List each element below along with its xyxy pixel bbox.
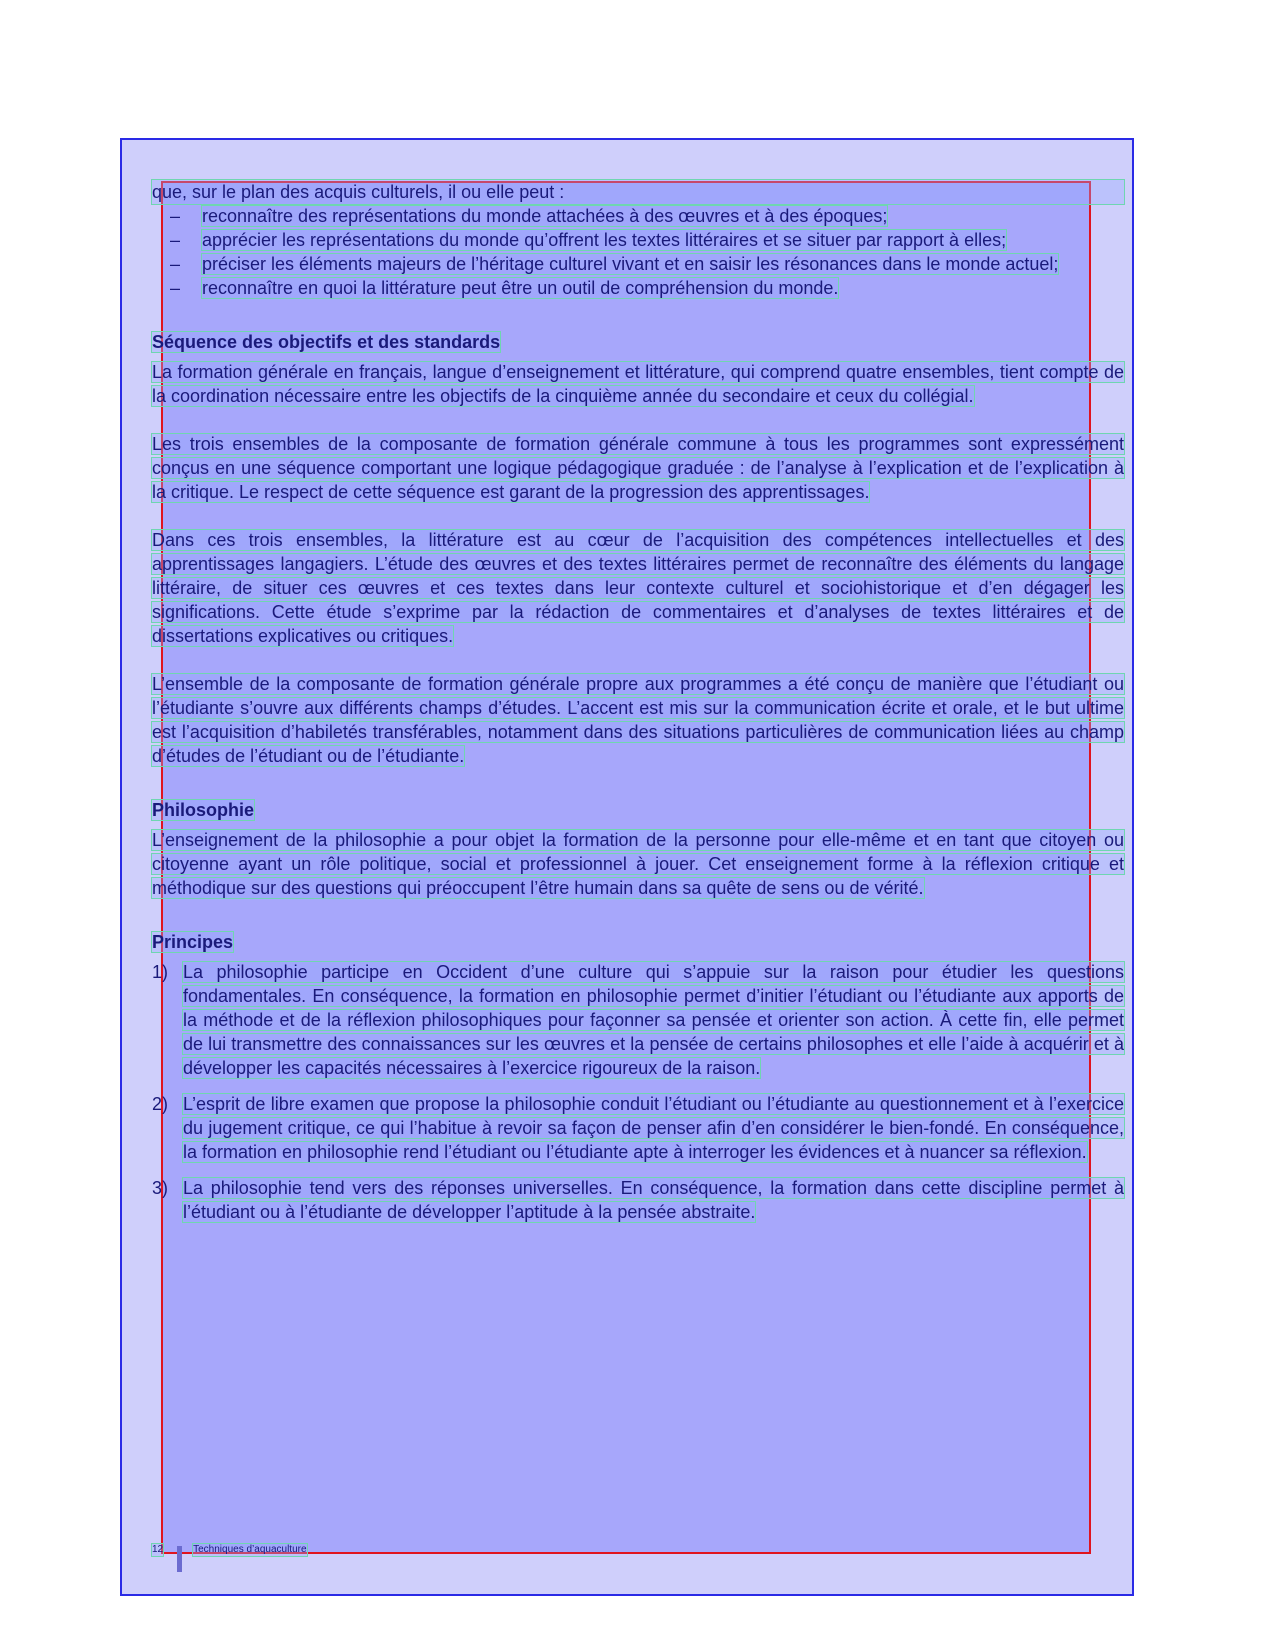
list-item-text: apprécier les représentations du monde qu’offrent les textes littéraires et se situer par rapport à elles;: [202, 230, 1007, 250]
page-footer: [152, 1544, 307, 1556]
list-item-text: reconnaître des représentations du monde attachées à des œuvres et à des époques;: [202, 206, 888, 226]
dash-marker: –: [170, 254, 181, 274]
list-item: [170, 228, 1124, 252]
list-item-text: La philosophie participe en Occident d’une culture qui s’appuie sur la raison pour étudier les questions fondamentales. En conséquence, la formation en philosophie permet d’initier l’étudiant ou l’étudiante aux apports de la méthode et de la réflexion philosophiques pour façonner sa pensée et orienter son action. À cette fin, elle permet de lui transmettre des connaissances sur les œuvres et la pensée de certains philosophes et elle l’aide à acquérir et à développer les capacités nécessaires à l’exercice rigoureux de la raison.: [183, 962, 1124, 1078]
paragraph: Dans ces trois ensembles, la littérature est au cœur de l’acquisition des compétences intellectuelles et des apprentissages langagiers. L’étude des œuvres et des textes littéraires permet de reconnaître des éléments du langage littéraire, de situer ces œuvres et ces textes dans leur contexte culturel et sociohistorique et d’en dégager les significations. Cette étude s’exprime par la rédaction de commentaires et d’analyses de textes littéraires et de dissertations explicatives ou critiques.: [152, 530, 1124, 646]
list-item: [152, 1176, 1124, 1224]
dash-marker: –: [170, 278, 181, 298]
footer-title: Techniques d’aquaculture: [193, 1544, 307, 1555]
principles-list: [152, 960, 1124, 1224]
list-item-text: reconnaître en quoi la littérature peut être un outil de compréhension du monde.: [202, 278, 839, 298]
list-item: [152, 1092, 1124, 1164]
paragraph: L’enseignement de la philosophie a pour objet la formation de la personne pour elle-même et en tant que citoyen ou citoyenne ayant un rôle politique, social et professionnel à jouer. Cet enseignement forme à la réflexion critique et méthodique sur des questions qui préoccupent l’être humain dans sa quête de sens ou de vérité.: [152, 830, 1124, 898]
dash-marker: –: [170, 230, 181, 250]
paragraph: Les trois ensembles de la composante de formation générale commune à tous les programmes sont expressément conçus en une séquence comportant une logique pédagogique graduée : de l’analyse à l’explication et de l’explication à la critique. Le respect de cette séquence est garant de la progression des apprentissages.: [152, 434, 1124, 502]
bullet-list: [170, 204, 1124, 300]
list-item-text: préciser les éléments majeurs de l’héritage culturel vivant et en saisir les résonances dans le monde actuel;: [202, 254, 1059, 274]
section-heading: Philosophie: [152, 800, 255, 820]
paragraph: L’ensemble de la composante de formation générale propre aux programmes a été conçu de manière que l’étudiant ou l’étudiante s’ouvre aux différents champs d’études. L’accent est mis sur la communication écrite et orale, et le but ultime est l’acquisition d’habiletés transférables, notamment dans des situations particulières de communication liées au champ d’études de l’étudiant ou de l’étudiante.: [152, 674, 1124, 766]
list-item: [170, 252, 1124, 276]
dash-marker: –: [170, 206, 181, 226]
intro-line: que, sur le plan des acquis culturels, il ou elle peut :: [152, 180, 1124, 204]
number-marker: 3): [152, 1178, 169, 1198]
list-item: [152, 960, 1124, 1080]
list-item: [170, 204, 1124, 228]
list-item: [170, 276, 1124, 300]
list-item-text: La philosophie tend vers des réponses universelles. En conséquence, la formation dans cette discipline permet à l’étudiant ou à l’étudiante de développer l’aptitude à la pensée abstraite.: [183, 1178, 1124, 1222]
section-heading: Séquence des objectifs et des standards: [152, 332, 501, 352]
page-number: 12: [152, 1544, 164, 1555]
number-marker: 2): [152, 1094, 169, 1114]
number-marker: 1): [152, 962, 169, 982]
document-content: [152, 180, 1124, 1236]
list-item-text: L’esprit de libre examen que propose la philosophie conduit l’étudiant ou l’étudiante au questionnement et à l’exercice du jugement critique, ce qui l’habitue à revoir sa façon de penser afin d’en considérer le bien-fondé. En conséquence, la formation en philosophie rend l’étudiant ou l’étudiante apte à interroger les évidences et à nuancer sa réflexion.: [183, 1094, 1124, 1162]
section-heading: Principes: [152, 932, 234, 952]
paragraph: La formation générale en français, langue d’enseignement et littérature, qui comprend quatre ensembles, tient compte de la coordination nécessaire entre les objectifs de la cinquième année du secondaire et ceux du collégial.: [152, 362, 1124, 406]
